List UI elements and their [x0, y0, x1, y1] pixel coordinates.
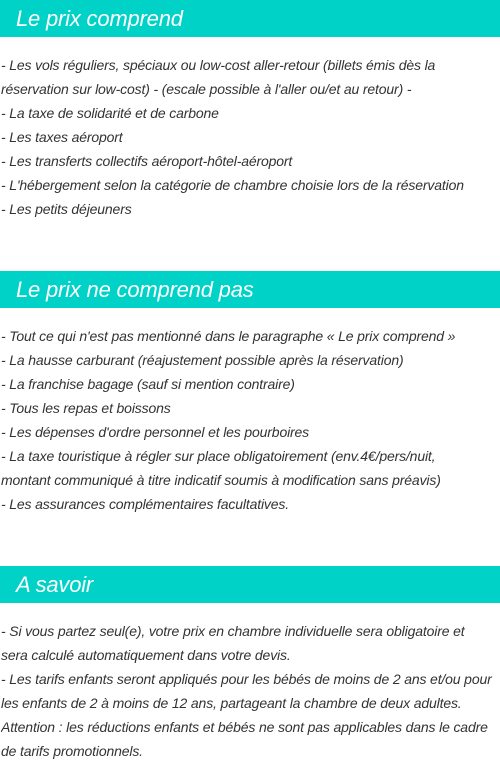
text-line: - Les taxes aéroport — [1, 129, 123, 145]
section-title-price-includes: Le prix comprend — [0, 0, 500, 37]
text-line: - Les assurances complémentaires facultatives. — [1, 496, 290, 512]
text-line: montant communiqué à titre indicatif soumis à modification sans préavis) — [1, 472, 441, 488]
text-line: - Les tarifs enfants seront appliqués pour les bébés de moins de 2 ans et/ou pour — [1, 671, 492, 687]
text-line: - L'hébergement selon la catégorie de chambre choisie lors de la réservation — [1, 177, 464, 193]
text-line: - La franchise bagage (sauf si mention contraire) — [1, 376, 295, 392]
price-excludes-text — [0, 324, 500, 516]
section-good-to-know — [0, 566, 500, 763]
text-line: - Tous les repas et boissons — [1, 400, 171, 416]
section-title-good-to-know: A savoir — [0, 566, 500, 603]
good-to-know-text — [0, 619, 500, 763]
section-price-excludes — [0, 271, 500, 516]
text-line: Attention : les réductions enfants et bébés ne sont pas applicables dans le cadre — [1, 719, 488, 735]
text-line: - Les transferts collectifs aéroport-hôtel-aéroport — [1, 153, 293, 169]
text-line: sera calculé automatiquement dans votre devis. — [1, 647, 291, 663]
text-line: - La hausse carburant (réajustement possible après la réservation) — [1, 352, 404, 368]
text-line: - Les vols réguliers, spéciaux ou low-cost aller-retour (billets émis dès la — [1, 57, 436, 73]
text-line: réservation sur low-cost) - (escale possible à l'aller ou/et au retour) - — [1, 81, 412, 97]
text-line: - La taxe de solidarité et de carbone — [1, 105, 219, 121]
text-line: les enfants de 2 à moins de 12 ans, partageant la chambre de deux adultes. — [1, 695, 462, 711]
section-price-includes — [0, 0, 500, 221]
text-line: - La taxe touristique à régler sur place obligatoirement (env.4€/pers/nuit, — [1, 448, 436, 464]
text-line: de tarifs promotionnels. — [1, 743, 143, 759]
text-line: - Les petits déjeuners — [1, 201, 132, 217]
text-line: - Les dépenses d'ordre personnel et les pourboires — [1, 424, 310, 440]
section-title-price-excludes: Le prix ne comprend pas — [0, 271, 500, 308]
price-includes-text — [0, 53, 500, 221]
text-line: - Si vous partez seul(e), votre prix en chambre individuelle sera obligatoire et — [1, 623, 465, 639]
text-line: - Tout ce qui n'est pas mentionné dans le paragraphe « Le prix comprend » — [1, 328, 456, 344]
